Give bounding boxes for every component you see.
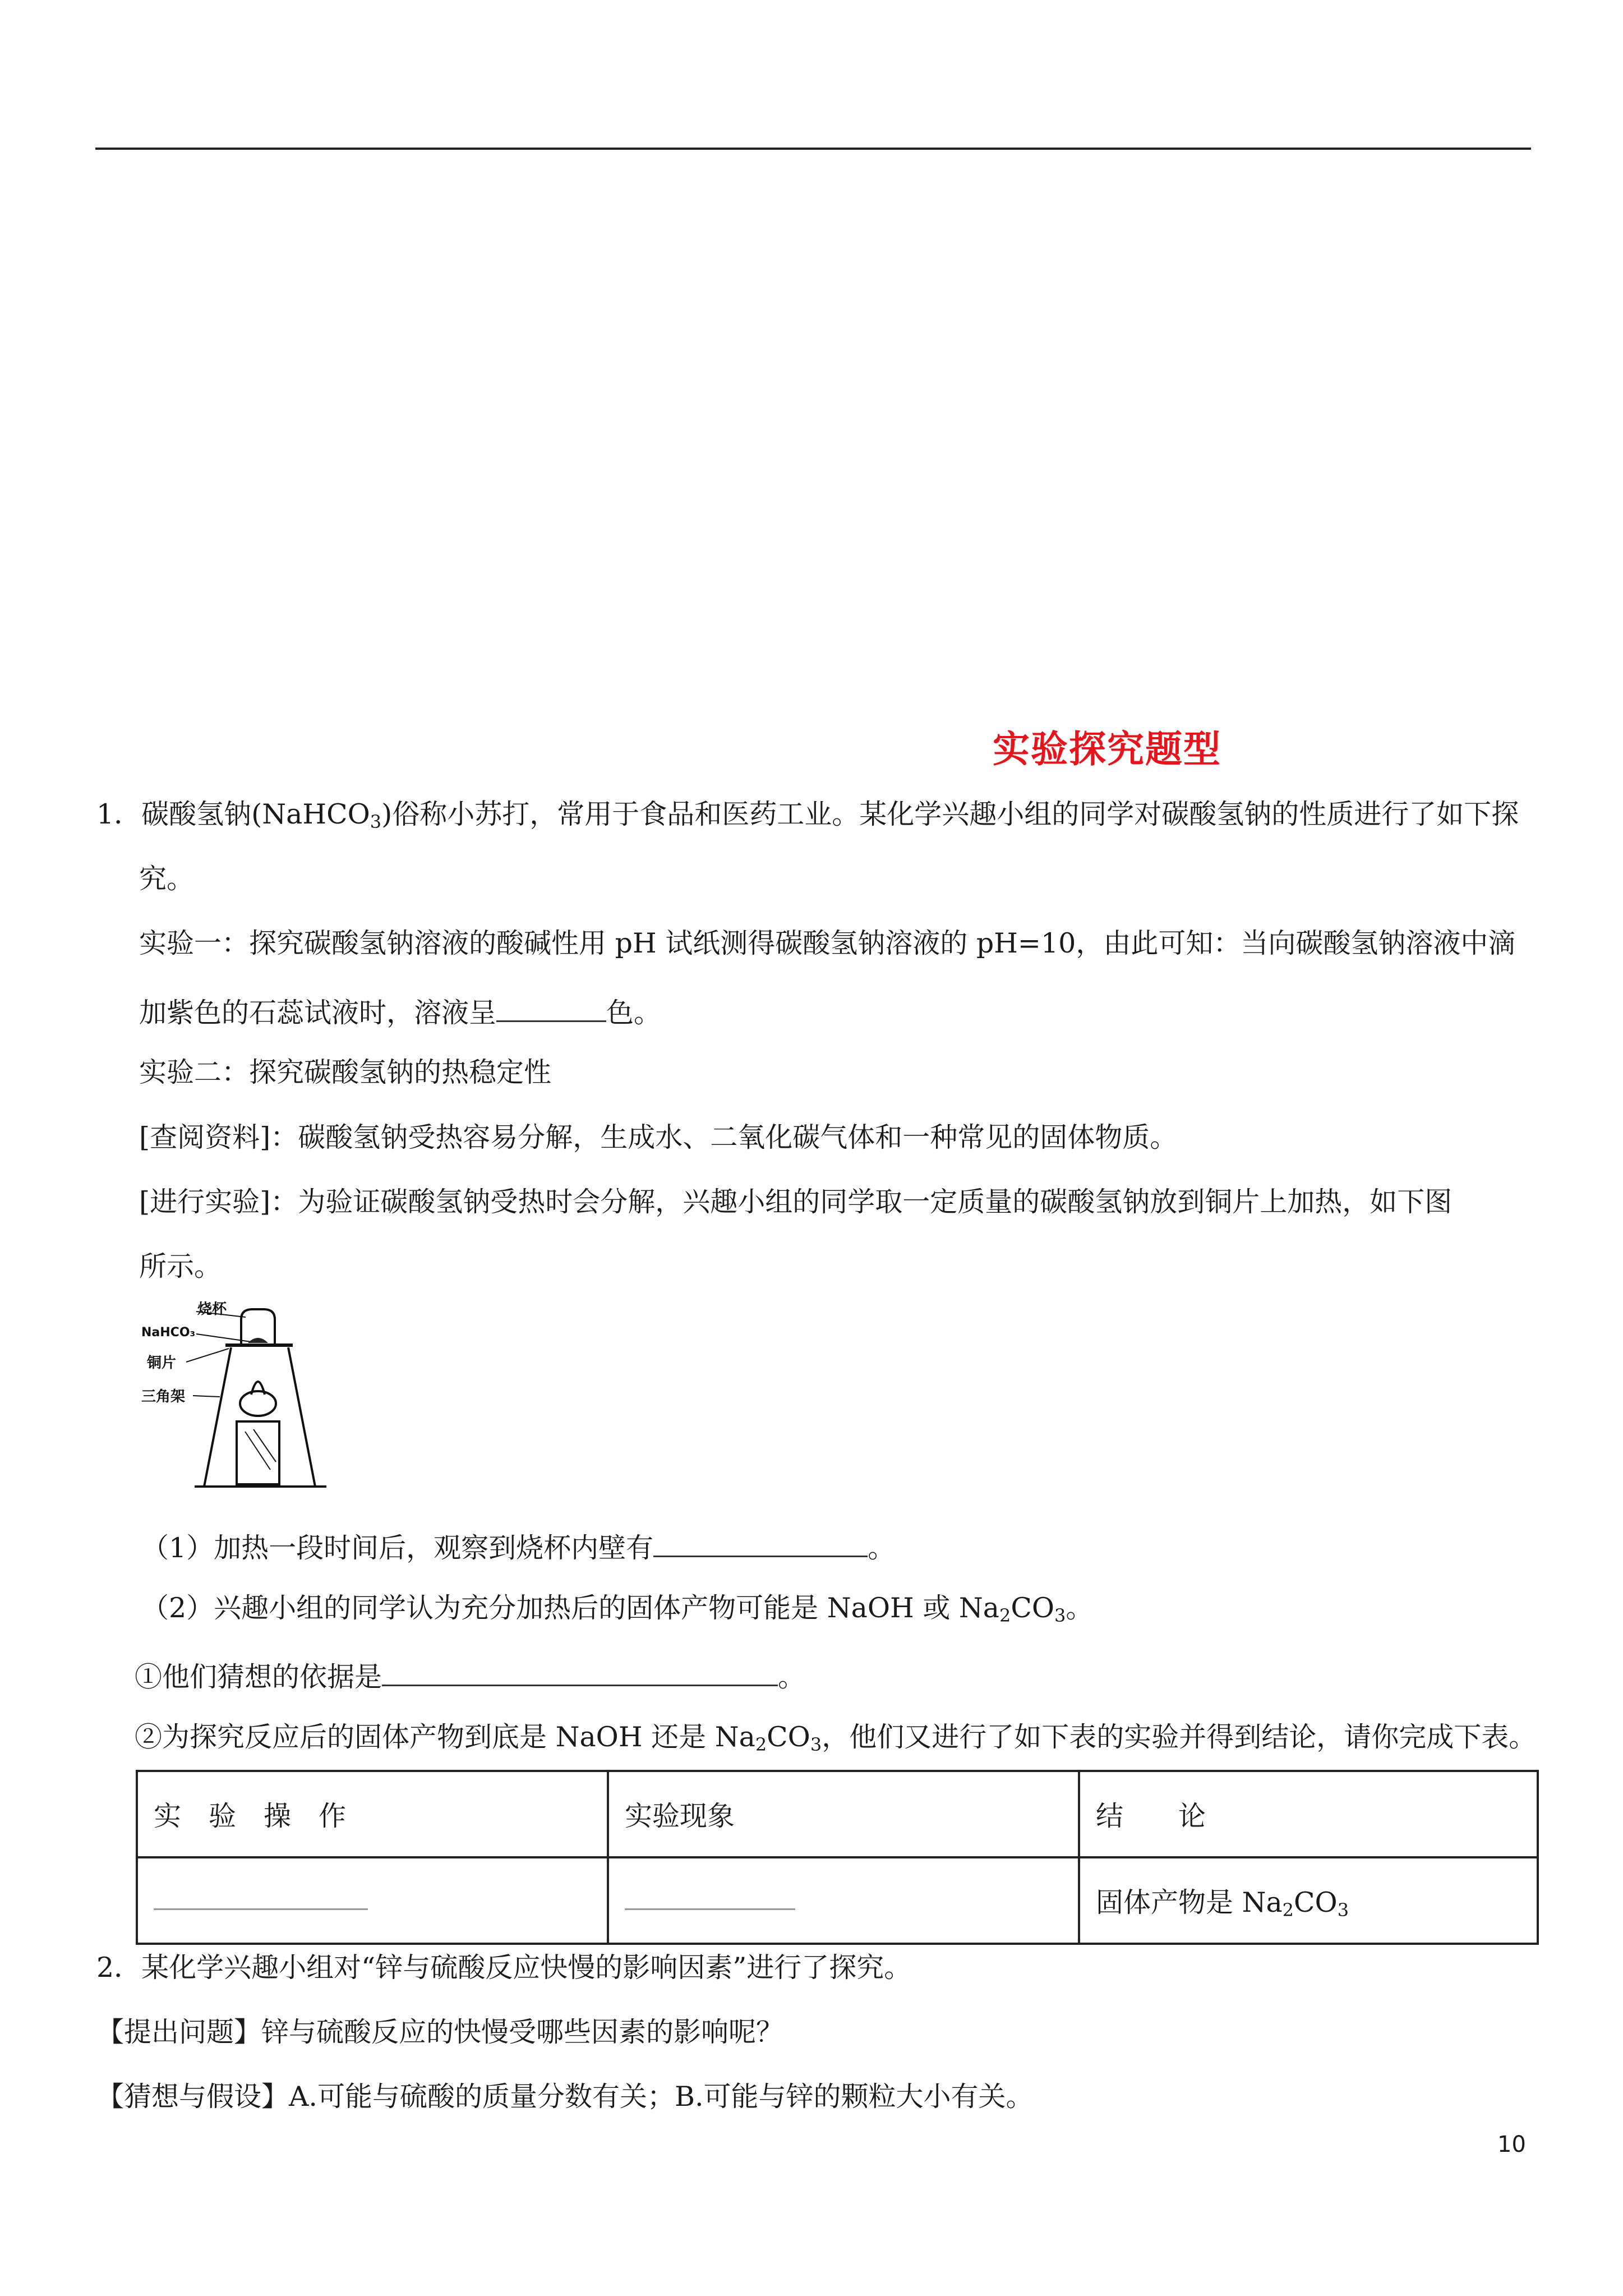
basis-answer-blank[interactable]	[382, 1659, 778, 1686]
phenomenon-blank[interactable]	[625, 1886, 795, 1910]
color-answer-blank[interactable]	[496, 995, 606, 1022]
lamp-stand	[237, 1421, 279, 1484]
nahco3-sample	[248, 1338, 268, 1343]
q1-line1: 1．碳酸氢钠(NaHCO$_3$)俗称小苏打，常用于食品和医药工业。某化学兴趣小组的同学对碳酸氢钠的性质进行了如下探	[96, 798, 1519, 832]
header-conclusion: 结 论	[1079, 1771, 1538, 1857]
lamp-body	[240, 1391, 276, 1416]
tripod-leg-right	[288, 1347, 315, 1487]
beaker-wall-blank[interactable]	[653, 1530, 868, 1557]
experiment-one-line1: 实验一：探究碳酸氢钠溶液的酸碱性用 pH 试纸测得碳酸氢钠溶液的 pH=10，由此可知：当向碳酸氢钠溶液中滴	[139, 927, 1516, 959]
label-beaker: 烧杯	[197, 1301, 227, 1318]
label-copper: 铜片	[147, 1355, 177, 1372]
section-title: 实验探究题型	[993, 728, 1221, 771]
procedure-line2: 所示。	[139, 1250, 222, 1282]
header-phenomenon: 实验现象	[608, 1771, 1079, 1857]
label-nahco3: NaHCO₃	[141, 1326, 196, 1340]
circled-2-line: ②为探究反应后的固体产物到底是 NaOH 还是 $Na_2CO_3$，他们又进行了如下表的实验并得到结论，请你完成下表。	[135, 1721, 1537, 1755]
operation-cell[interactable]	[137, 1857, 608, 1944]
procedure-line1: [进行实验]：为验证碳酸氢钠受热时会分解，兴趣小组的同学取一定质量的碳酸氢钠放到铜片上加热，如下图	[139, 1186, 1453, 1218]
q2-line1: 2．某化学兴趣小组对“锌与硫酸反应快慢的影响因素”进行了探究。	[96, 1952, 912, 1984]
experiment-table	[136, 1770, 1539, 1945]
conclusion-cell: 固体产物是 $Na_2CO_3$	[1079, 1857, 1538, 1944]
table-row	[137, 1857, 1538, 1944]
page-number: 10	[1497, 2132, 1526, 2157]
reference-info: [查阅资料]：碳酸氢钠受热容易分解，生成水、二氧化碳气体和一种常见的固体物质。	[139, 1121, 1178, 1153]
operation-blank[interactable]	[154, 1886, 368, 1910]
experiment-one-line2: 加紫色的石蕊试液时，溶液呈 色。	[139, 995, 661, 1027]
q1-line2: 究。	[139, 863, 195, 895]
header-operation: 实 验 操 作	[137, 1771, 608, 1857]
phenomenon-cell[interactable]	[608, 1857, 1079, 1944]
heating-apparatus-figure	[141, 1301, 366, 1490]
subquestion-2: （2）兴趣小组的同学认为充分加热后的固体产物可能是 NaOH 或 $Na_2CO_3$。	[141, 1592, 1094, 1626]
experiment-two-heading: 实验二：探究碳酸氢钠的热稳定性	[139, 1056, 552, 1088]
header-rule	[95, 148, 1531, 150]
table-header-row	[137, 1771, 1538, 1857]
label-tripod: 三角架	[141, 1388, 186, 1405]
q2-question: 【提出问题】锌与硫酸反应的快慢受哪些因素的影响呢？	[96, 2016, 784, 2048]
tripod-leg-left	[204, 1347, 231, 1487]
subquestion-1: （1）加热一段时间后，观察到烧杯内壁有 。	[141, 1530, 895, 1562]
q2-hypothesis: 【猜想与假设】A.可能与硫酸的质量分数有关；B.可能与锌的颗粒大小有关。	[96, 2081, 1034, 2113]
circled-1-line: ①他们猜想的依据是 。	[135, 1659, 805, 1691]
